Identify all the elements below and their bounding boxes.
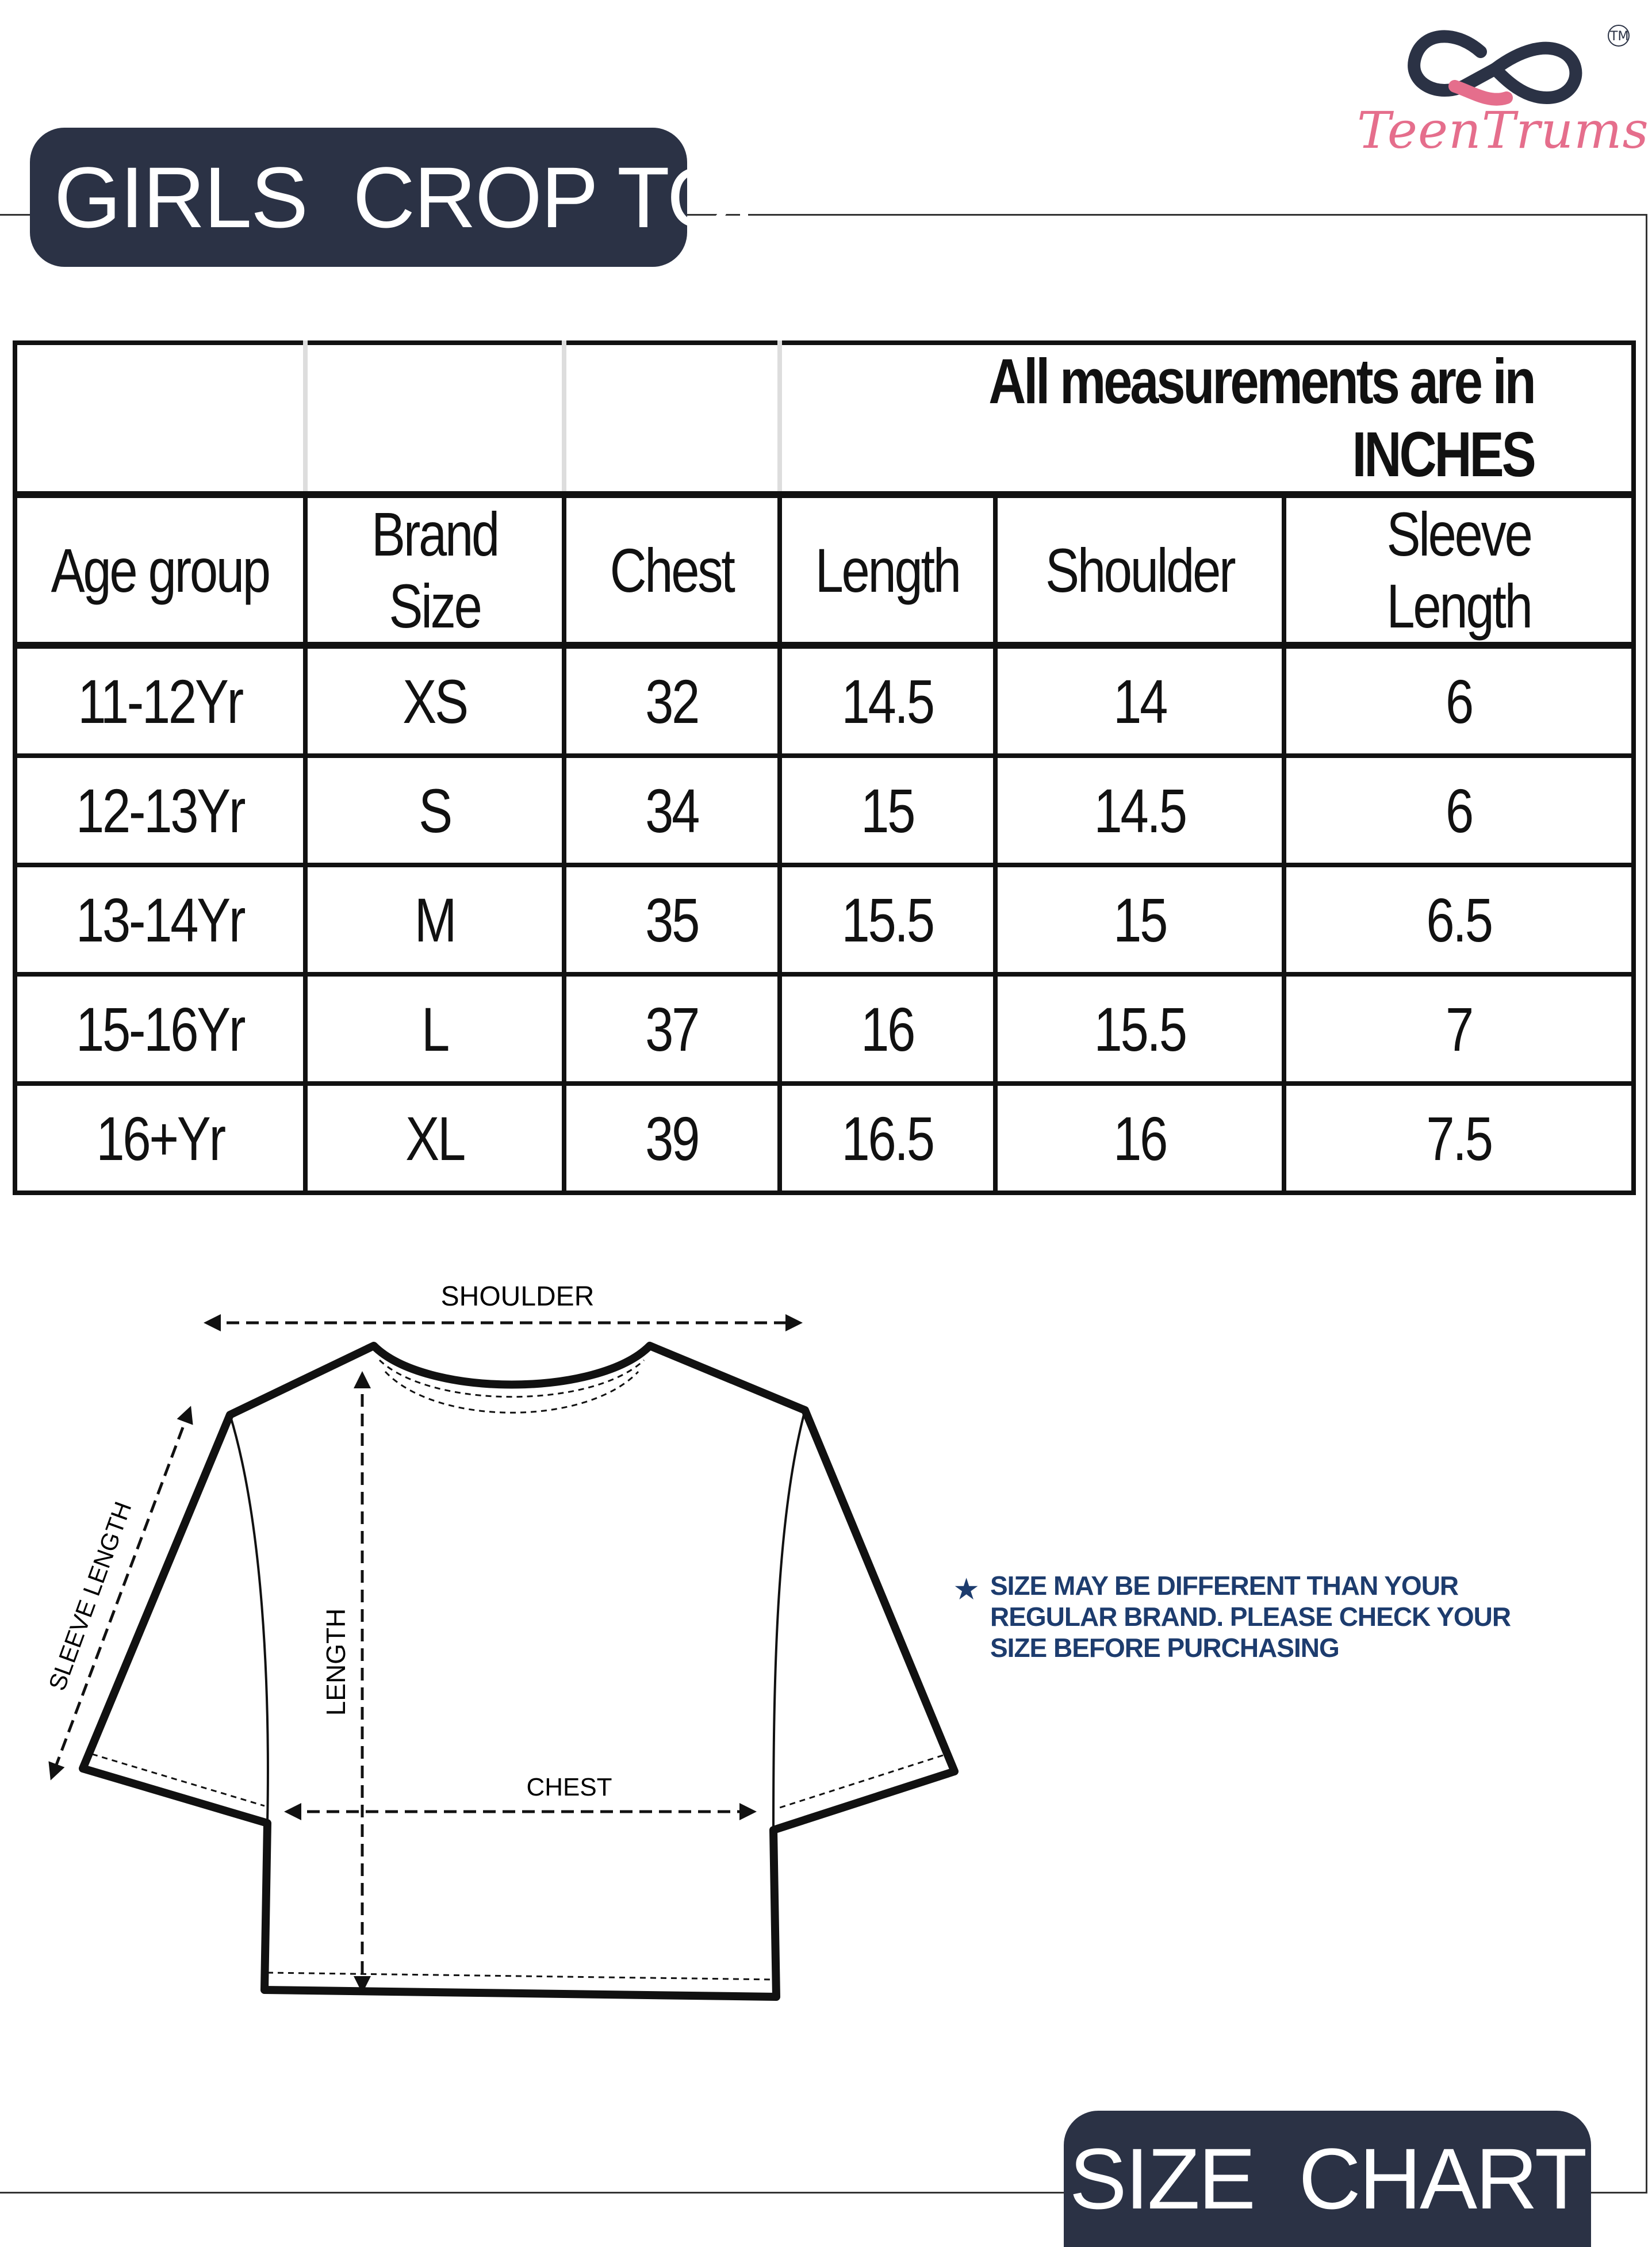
- table-row: [15, 1084, 1634, 1193]
- table-row: [15, 974, 1634, 1084]
- blank-cell: [564, 343, 780, 495]
- blank-cell: [305, 343, 564, 495]
- cell-sleeve-length: 6: [1284, 756, 1634, 865]
- cell-age-group: 11-12Yr: [15, 645, 305, 756]
- label-chest: CHEST: [526, 1773, 612, 1801]
- cell-sleeve-length: 6.5: [1284, 865, 1634, 974]
- cell-shoulder: 16: [995, 1084, 1284, 1193]
- table-header-row: [15, 495, 1634, 645]
- cell-length: 16.5: [780, 1084, 995, 1193]
- cell-shoulder: 14.5: [995, 756, 1284, 865]
- cell-length: 15.5: [780, 865, 995, 974]
- disclaimer-line: SIZE BEFORE PURCHASING: [990, 1633, 1339, 1663]
- cell-chest: 37: [564, 974, 780, 1084]
- cell-shoulder: 14: [995, 645, 1284, 756]
- cell-sleeve-length: 7: [1284, 974, 1634, 1084]
- cell-brand-size: XL: [305, 1084, 564, 1193]
- crop-top-diagram: [35, 1260, 978, 2030]
- cell-chest: 35: [564, 865, 780, 974]
- cell-length: 16: [780, 974, 995, 1084]
- header-brand-size: Brand Size: [305, 495, 564, 645]
- disclaimer-line: REGULAR BRAND. PLEASE CHECK YOUR: [990, 1602, 1511, 1632]
- cell-length: 15: [780, 756, 995, 865]
- header-age-group: Age group: [15, 495, 305, 645]
- trademark-mark: TM: [1610, 29, 1629, 44]
- label-length: LENGTH: [321, 1608, 351, 1716]
- star-icon: ★: [955, 1574, 979, 1604]
- cell-shoulder: 15: [995, 865, 1284, 974]
- cell-length: 14.5: [780, 645, 995, 756]
- disclaimer-line: SIZE MAY BE DIFFERENT THAN YOUR: [990, 1571, 1459, 1601]
- table-row: [15, 865, 1634, 974]
- cell-chest: 32: [564, 645, 780, 756]
- cell-chest: 39: [564, 1084, 780, 1193]
- cell-age-group: 13-14Yr: [15, 865, 305, 974]
- header-shoulder: Shoulder: [995, 495, 1284, 645]
- page-title: GIRLS CROP TOP: [30, 128, 687, 267]
- table-note-row: [15, 343, 1634, 495]
- cell-chest: 34: [564, 756, 780, 865]
- cell-brand-size: M: [305, 865, 564, 974]
- cell-brand-size: L: [305, 974, 564, 1084]
- blank-cell: [15, 343, 305, 495]
- cell-brand-size: XS: [305, 645, 564, 756]
- cell-age-group: 16+Yr: [15, 1084, 305, 1193]
- table-row: [15, 756, 1634, 865]
- cell-age-group: 12-13Yr: [15, 756, 305, 865]
- size-chart-label: SIZE CHART: [1064, 2111, 1591, 2247]
- size-disclaimer: [955, 1570, 1616, 1663]
- label-sleeve-length: SLEEVE LENGTH: [43, 1498, 137, 1694]
- cell-shoulder: 15.5: [995, 974, 1284, 1084]
- cell-sleeve-length: 7.5: [1284, 1084, 1634, 1193]
- header-length: Length: [780, 495, 995, 645]
- measurement-unit-note: [780, 343, 1634, 495]
- cell-sleeve-length: 6: [1284, 645, 1634, 756]
- crop-top-outline: [83, 1346, 955, 1997]
- brand-wordmark: TeenTrums: [1357, 101, 1649, 160]
- label-shoulder: SHOULDER: [440, 1281, 595, 1312]
- cell-brand-size: S: [305, 756, 564, 865]
- table-row: [15, 645, 1634, 756]
- cell-age-group: 15-16Yr: [15, 974, 305, 1084]
- header-sleeve-length: Sleeve Length: [1284, 495, 1634, 645]
- header-chest: Chest: [564, 495, 780, 645]
- size-table: [13, 340, 1636, 1195]
- measurement-unit-note-text: All measurements are in INCHES: [988, 346, 1534, 490]
